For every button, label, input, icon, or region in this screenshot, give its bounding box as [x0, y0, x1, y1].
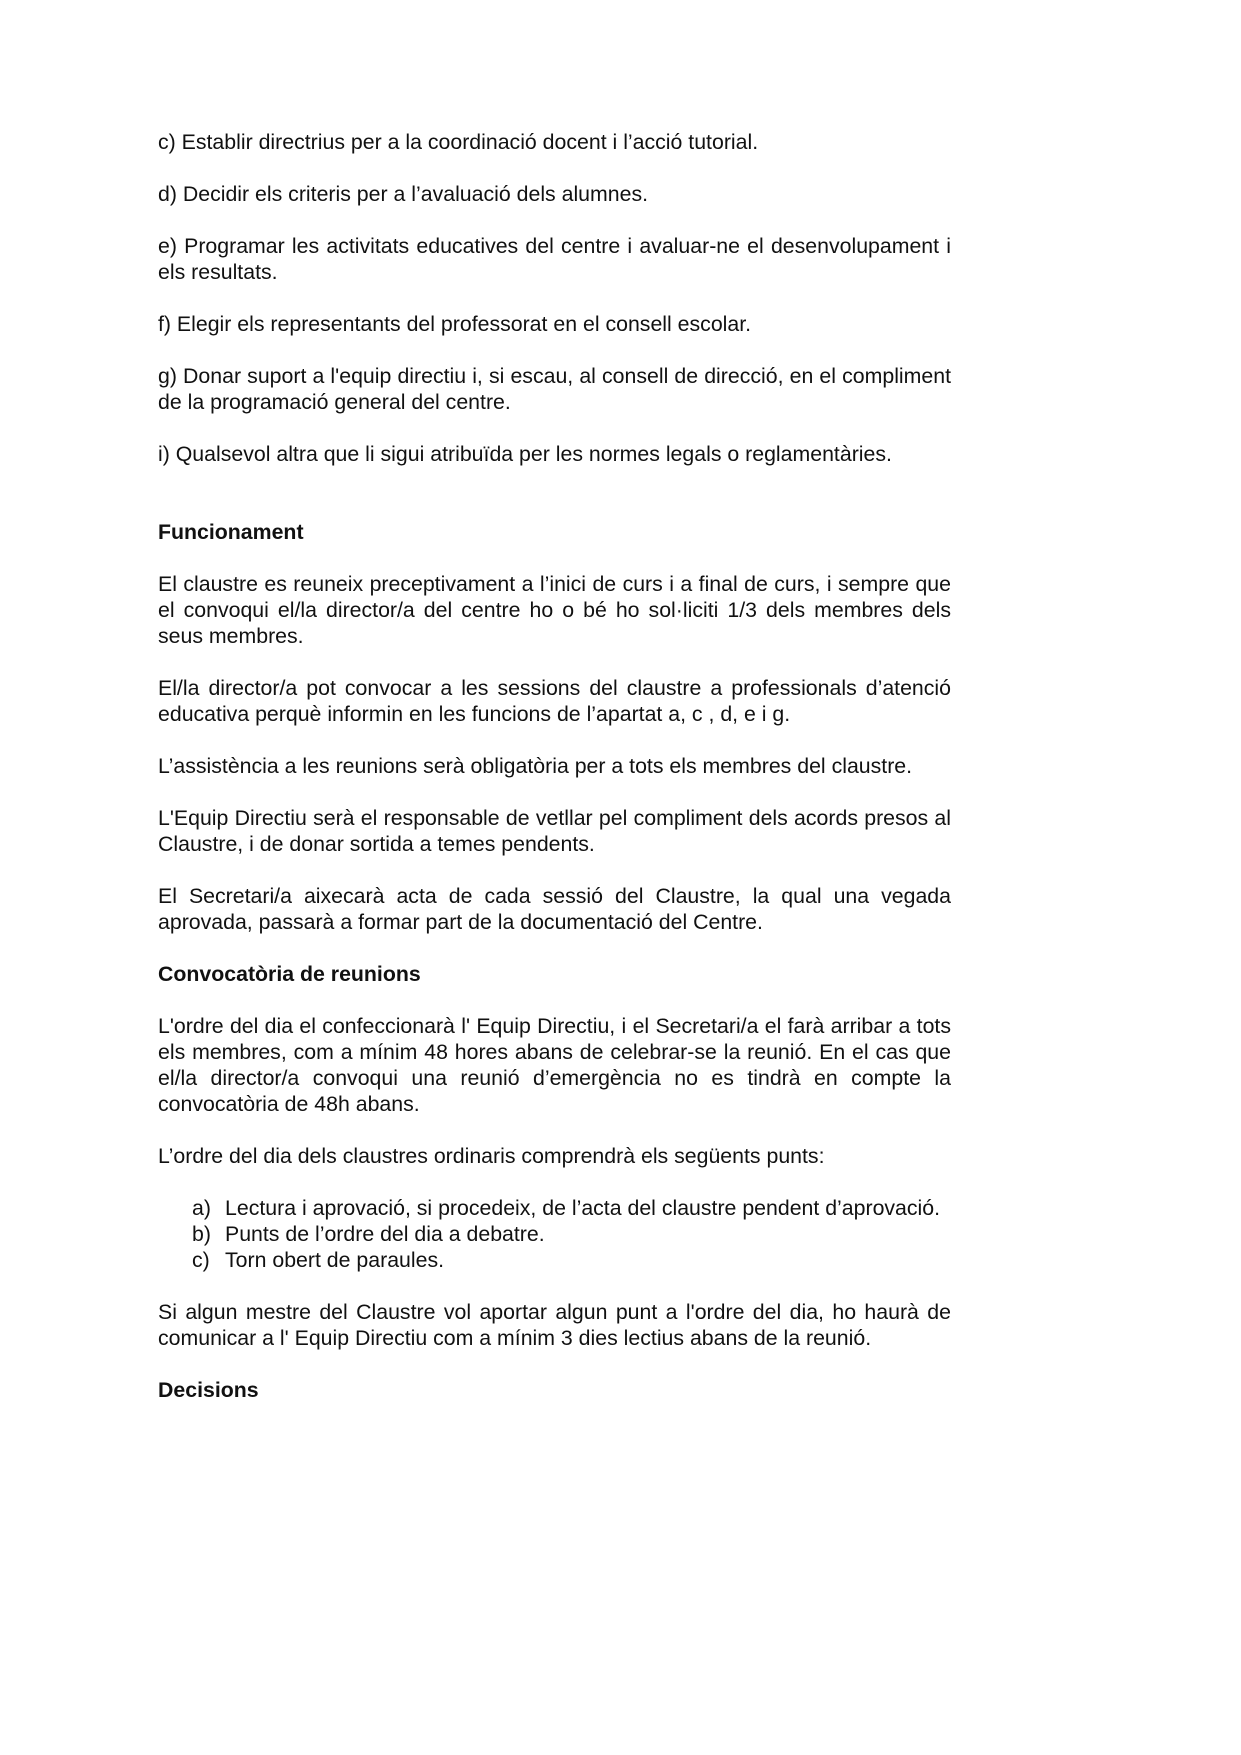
heading-convocatoria: Convocatòria de reunions — [158, 962, 421, 986]
paragraph: L'ordre del dia el confeccionarà l' Equip Directiu, i el Secretari/a el farà arribar a tots els membres, com a mínim 48 hores abans de celebrar-se la reunió. En el cas que el/la director/a convoqui una reunió d’emergència no es tindrà en compte la convocatòria de 48h abans. — [158, 1014, 951, 1116]
list-item-text: Lectura i aprovació, si procedeix, de l’acta del claustre pendent d’aprovació. — [225, 1196, 941, 1220]
list-item — [158, 1221, 951, 1247]
list-item — [158, 1195, 951, 1221]
paragraph: El claustre es reuneix preceptivament a l’inici de curs i a final de curs, i sempre que el convoqui el/la director/a del centre ho o bé ho sol·liciti 1/3 dels membres dels seus membres. — [158, 572, 951, 648]
item-f: f) Elegir els representants del professorat en el consell escolar. — [158, 312, 752, 336]
paragraph: L'Equip Directiu serà el responsable de vetllar pel compliment dels acords presos al Claustre, i de donar sortida a temes pendents. — [158, 806, 951, 856]
heading-funcionament: Funcionament — [158, 520, 304, 544]
paragraph: L’assistència a les reunions serà obligatòria per a tots els membres del claustre. — [158, 754, 913, 778]
list-item-text: Punts de l’ordre del dia a debatre. — [225, 1222, 545, 1246]
item-g: g) Donar suport a l'equip directiu i, si escau, al consell de direcció, en el compliment de la programació general del centre. — [158, 364, 951, 414]
item-e: e) Programar les activitats educatives del centre i avaluar-ne el desenvolupament i els resultats. — [158, 234, 951, 284]
item-c: c) Establir directrius per a la coordinació docent i l’acció tutorial. — [158, 130, 759, 154]
item-i: i) Qualsevol altra que li sigui atribuïda per les normes legals o reglamentàries. — [158, 442, 892, 466]
heading-decisions: Decisions — [158, 1378, 259, 1402]
paragraph: Si algun mestre del Claustre vol aportar algun punt a l'ordre del dia, ho haurà de comunicar a l' Equip Directiu com a mínim 3 dies lectius abans de la reunió. — [158, 1300, 951, 1350]
document-page — [158, 129, 951, 1429]
list-marker: a) — [192, 1196, 211, 1220]
list-marker: b) — [192, 1222, 211, 1246]
paragraph: El Secretari/a aixecarà acta de cada sessió del Claustre, la qual una vegada aprovada, passarà a formar part de la documentació del Centre. — [158, 884, 951, 934]
paragraph: El/la director/a pot convocar a les sessions del claustre a professionals d’atenció educativa perquè informin en les funcions de l’apartat a, c , d, e i g. — [158, 676, 951, 726]
list-item — [158, 1247, 951, 1273]
list-item-text: Torn obert de paraules. — [225, 1248, 445, 1272]
paragraph: L’ordre del dia dels claustres ordinaris comprendrà els següents punts: — [158, 1144, 825, 1168]
spacer — [158, 493, 951, 519]
item-d: d) Decidir els criteris per a l’avaluació dels alumnes. — [158, 182, 649, 206]
list-marker: c) — [192, 1248, 210, 1272]
agenda-list — [158, 1195, 951, 1273]
